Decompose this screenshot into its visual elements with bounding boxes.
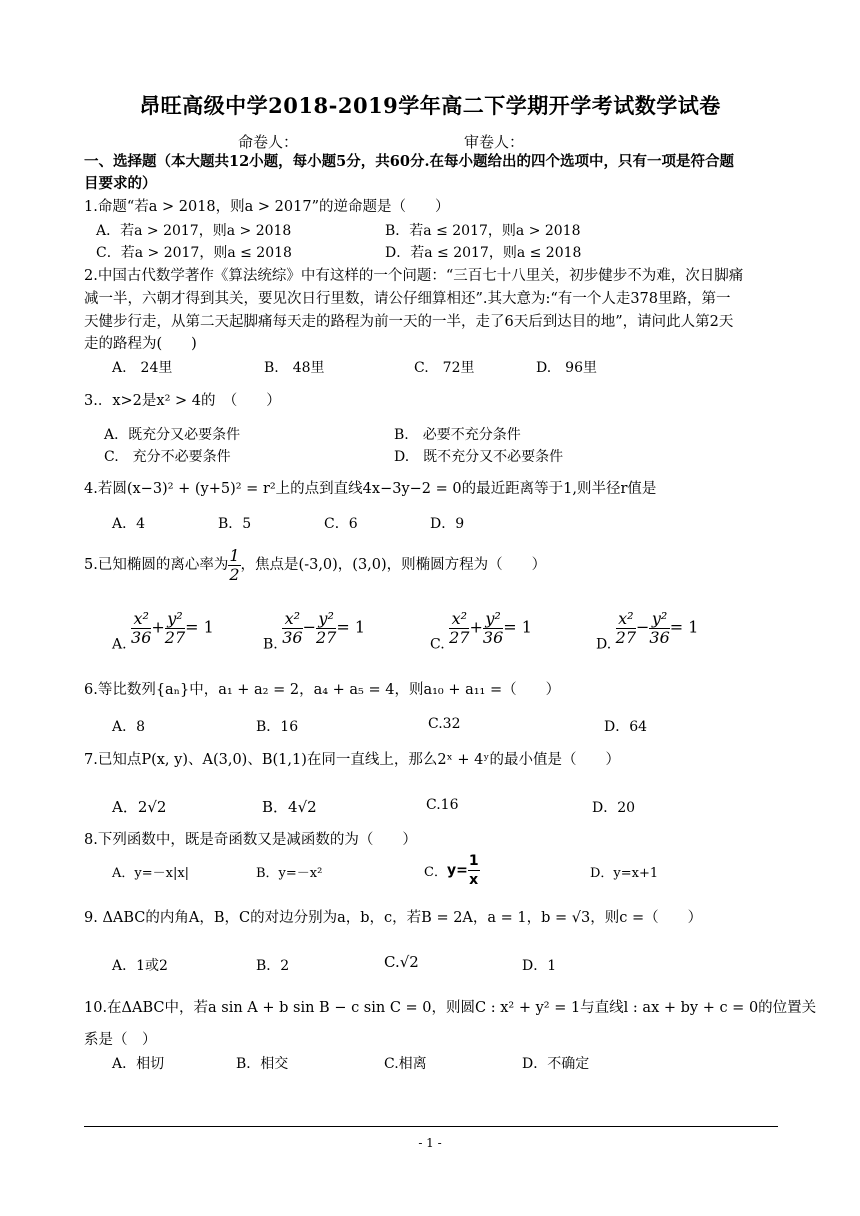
q5-d-frac-2 [649,610,669,647]
q1-option-a: A．若a > 2017，则a > 2018 [96,223,292,239]
numerator: x² [282,610,302,629]
question-5-stem [84,545,546,585]
q3-option-a: A．既充分又必要条件 [104,427,241,443]
q6-option-a: A．8 [112,719,146,735]
q5-c-label: C. [430,636,445,653]
reviewer-label: 审卷人： [464,133,525,151]
q5-a-label: A. [112,636,127,653]
q5-a-frac-1 [131,610,151,647]
q8-option-d: D．y=x+1 [590,866,659,881]
q9-option-a: A．1或2 [112,958,168,974]
denominator: 36 [482,628,504,647]
q5-option-d [596,610,698,653]
equals-one: = 1 [185,617,214,637]
q5-b-label: B. [263,636,278,653]
q4-option-a: A．4 [112,516,146,532]
numerator: 1 [468,853,479,869]
q7-option-c: C.16 [426,797,459,813]
question-1-stem: 1.命题“若a > 2018，则a > 2017”的逆命题是（ ） [84,199,450,215]
section-heading: 一、选择题（本大题共12小题，每小题5分，共60分.在每小题给出的四个选项中，只有一项是符合题 [84,153,734,170]
numerator: x² [131,610,151,629]
q8-c-fraction [468,852,480,889]
q5-option-b [263,610,365,653]
q1-option-c: C．若a > 2017，则a ≤ 2018 [96,245,292,261]
question-2-line-2: 减一半，六朝才得到其关，要见次日行里数，请公仔细算相还”.其大意为:“有一个人走378里路，第一 [84,291,731,307]
q3-option-d: D. 既不充分又不必要条件 [394,449,564,465]
numerator: y² [649,610,669,629]
q6-option-b: B．16 [256,719,299,735]
equals-one: = 1 [503,617,532,637]
q5-option-c [430,610,532,653]
denominator: 27 [615,628,636,647]
equals-one: = 1 [669,617,699,637]
q5-stem-post: ，焦点是(-3,0)，(3,0)，则椭圆方程为（ ） [240,557,547,573]
half-numerator: 1 [229,545,240,565]
denominator: x [469,872,479,888]
question-9-stem: 9. ΔABC的内角A，B，C的对边分别为a，b，c，若B = 2A，a = 1，b = √3，则c =（ ） [84,910,703,926]
q5-c-frac-2 [483,610,503,647]
q5-d-frac-1 [616,610,636,647]
q5-c-frac-1 [449,610,469,647]
q8-option-b: B．y=－x² [256,866,323,881]
question-8-stem: 8.下列函数中，既是奇函数又是减函数的为（ ） [84,832,417,848]
q3-option-b: B. 必要不充分条件 [394,427,521,443]
question-4-stem: 4.若圆(x−3)² + (y+5)² = r²上的点到直线4x−3y−2 = 0的最近距离等于1,则半径r值是 [84,481,657,497]
q2-option-c: C. 72里 [414,360,475,376]
q8-c-lhs: y= [446,862,468,879]
q2-option-a: A. 24里 [112,360,173,376]
numerator: y² [165,610,185,629]
page-title: 昂旺高级中学2018-2019学年高二下学期开学考试数学试卷 [139,93,721,118]
q8-option-a: A．y=－x|x| [112,866,190,881]
q1-option-b: B．若a ≤ 2017，则a > 2018 [385,223,581,239]
q10-option-c: C.相离 [384,1056,427,1072]
question-3-stem: 3.．x>2是x² > 4的 （ ） [84,393,281,409]
denominator: 27 [164,628,186,647]
q2-option-d: D. 96里 [536,360,597,376]
q5-b-frac-1 [282,610,302,647]
equals-one: = 1 [336,617,365,637]
q1-option-d: D．若a ≤ 2017，则a ≤ 2018 [385,245,582,261]
denominator: 27 [315,628,337,647]
numerator: y² [483,610,503,629]
half-denominator: 2 [229,564,240,584]
denominator: 36 [282,628,303,647]
q5-a-frac-2 [165,610,185,647]
denominator: 27 [449,628,470,647]
question-10-line-2: 系是（ ） [84,1032,157,1048]
denominator: 36 [649,628,670,647]
q3-option-c: C. 充分不必要条件 [104,449,231,465]
denominator: 36 [131,628,152,647]
q4-option-c: C．6 [324,516,358,532]
q5-b-frac-2 [316,610,336,647]
question-2-line-3: 天健步行走，从第二天起脚痛每天走的路程为前一天的一半，走了6天后到达目的地”，请问此人第2天 [84,314,734,330]
half-fraction [228,547,240,584]
q7-option-a: A．2√2 [112,798,167,816]
q2-option-b: B. 48里 [264,360,325,376]
operator: − [302,617,316,637]
q6-option-d: D．64 [604,719,648,735]
author-label: 命卷人： [238,133,299,151]
operator: − [636,617,650,637]
question-10-line-1: 10.在ΔABC中，若a sin A + b sin B − c sin C = 0，则圆C : x² + y² = 1与直线l : ax + by + c = 0的位置关 [84,1000,817,1016]
q4-option-d: D．9 [430,516,465,532]
footer-rule [84,1126,778,1127]
section-heading-cont: 目要求的） [84,175,157,192]
q5-stem-pre: 5.已知椭圆的离心率为 [84,557,229,573]
question-2-line-1: 2.中国古代数学著作《算法统综》中有这样的一个问题：“三百七十八里关，初步健步不为难，次日脚痛 [84,268,744,284]
q6-option-c: C.32 [428,716,461,732]
numerator: x² [449,610,469,629]
q9-option-d: D．1 [522,958,557,974]
q10-option-d: D．不确定 [522,1056,590,1072]
q7-option-d: D．20 [592,800,636,816]
numerator: y² [316,610,336,629]
operator: + [469,617,483,637]
page-number: - 1 - [418,1136,442,1150]
q7-option-b: B．4√2 [262,798,317,816]
q5-d-label: D. [596,636,612,653]
q8-option-c [424,852,480,889]
q8-c-label: C． [424,865,447,880]
q9-option-c: C.√2 [384,953,419,971]
question-7-stem: 7.已知点P(x, y)、A(3,0)、B(1,1)在同一直线上，那么2ˣ + 4ʸ的最小值是（ ） [84,752,620,768]
question-2-line-4: 走的路程为( ) [84,336,197,352]
q5-option-a [112,610,214,653]
q9-option-b: B．2 [256,958,290,974]
q10-option-b: B．相交 [236,1056,289,1072]
q4-option-b: B．5 [218,516,252,532]
question-6-stem: 6.等比数列{aₙ}中，a₁ + a₂ = 2，a₄ + a₅ = 4，则a₁₀ + a₁₁ =（ ） [84,682,561,698]
numerator: x² [616,610,636,629]
operator: + [151,617,165,637]
q10-option-a: A．相切 [112,1056,165,1072]
